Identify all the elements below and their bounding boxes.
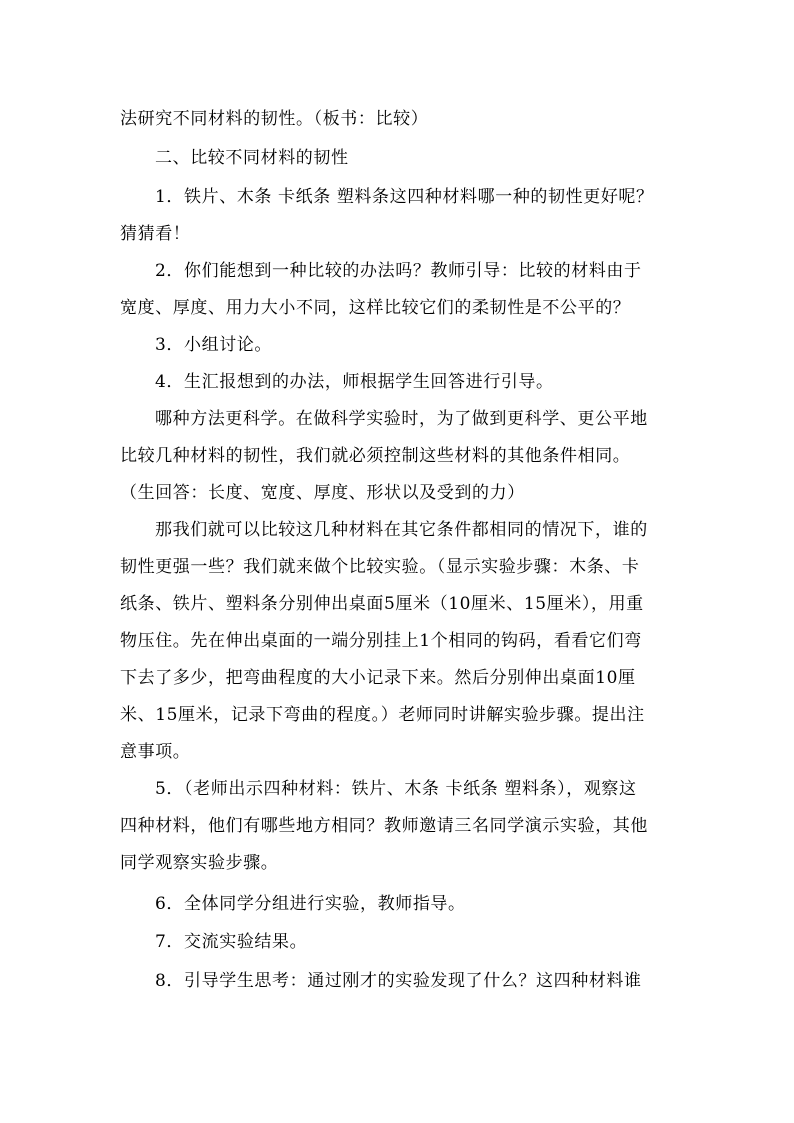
text-line: 法研究不同材料的韧性。（板书：比较） xyxy=(120,109,429,129)
text-line: 7．交流实验结果。 xyxy=(155,932,308,952)
text-line: 6．全体同学分组进行实验，教师指导。 xyxy=(155,894,466,914)
text-line: 比较几种材料的韧性，我们就必须控制这些材料的其他条件相同。 xyxy=(120,446,631,466)
text-line: （生回答：长度、宽度、厚度、形状以及受到的力） xyxy=(120,483,525,503)
text-line: 1．铁片、木条 卡纸条 塑料条这四种材料哪一种的韧性更好呢？ xyxy=(155,187,654,207)
text-line: 米、15厘米，记录下弯曲的程度。）老师同时讲解实验步骤。提出注 xyxy=(120,705,645,725)
text-line: 宽度、厚度、用力大小不同，这样比较它们的柔韧性是不公平的？ xyxy=(120,298,631,318)
text-line: 物压住。先在伸出桌面的一端分别挂上1个相同的钩码，看看它们弯 xyxy=(120,631,642,651)
text-line: 猜猜看！ xyxy=(120,224,191,244)
text-line: 那我们就可以比较这几种材料在其它条件都相同的情况下，谁的 xyxy=(155,520,648,540)
text-line: 四种材料，他们有哪些地方相同？教师邀请三名同学演示实验，其他 xyxy=(120,816,648,836)
text-line: 5．（老师出示四种材料：铁片、木条 卡纸条 塑料条），观察这 xyxy=(155,779,637,799)
text-line: 纸条、铁片、塑料条分别伸出桌面5厘米（10厘米、15厘米），用重 xyxy=(120,594,644,614)
text-line: 意事项。 xyxy=(120,742,191,762)
text-line: 下去了多少，把弯曲程度的大小记录下来。然后分别伸出桌面10厘 xyxy=(120,668,636,688)
text-line: 2．你们能想到一种比较的办法吗？教师引导：比较的材料由于 xyxy=(155,261,642,281)
section-heading: 二、比较不同材料的韧性 xyxy=(155,148,349,168)
text-line: 8．引导学生思考：通过刚才的实验发现了什么？这四种材料谁 xyxy=(155,971,642,991)
text-line: 哪种方法更科学。在做科学实验时，为了做到更科学、更公平地 xyxy=(155,409,648,429)
text-line: 3．小组讨论。 xyxy=(155,335,273,355)
text-line: 4．生汇报想到的办法，师根据学生回答进行引导。 xyxy=(155,372,554,392)
text-line: 同学观察实验步骤。 xyxy=(120,853,279,873)
text-line: 韧性更强一些？我们就来做个比较实验。（显示实验步骤：木条、卡 xyxy=(120,557,640,577)
